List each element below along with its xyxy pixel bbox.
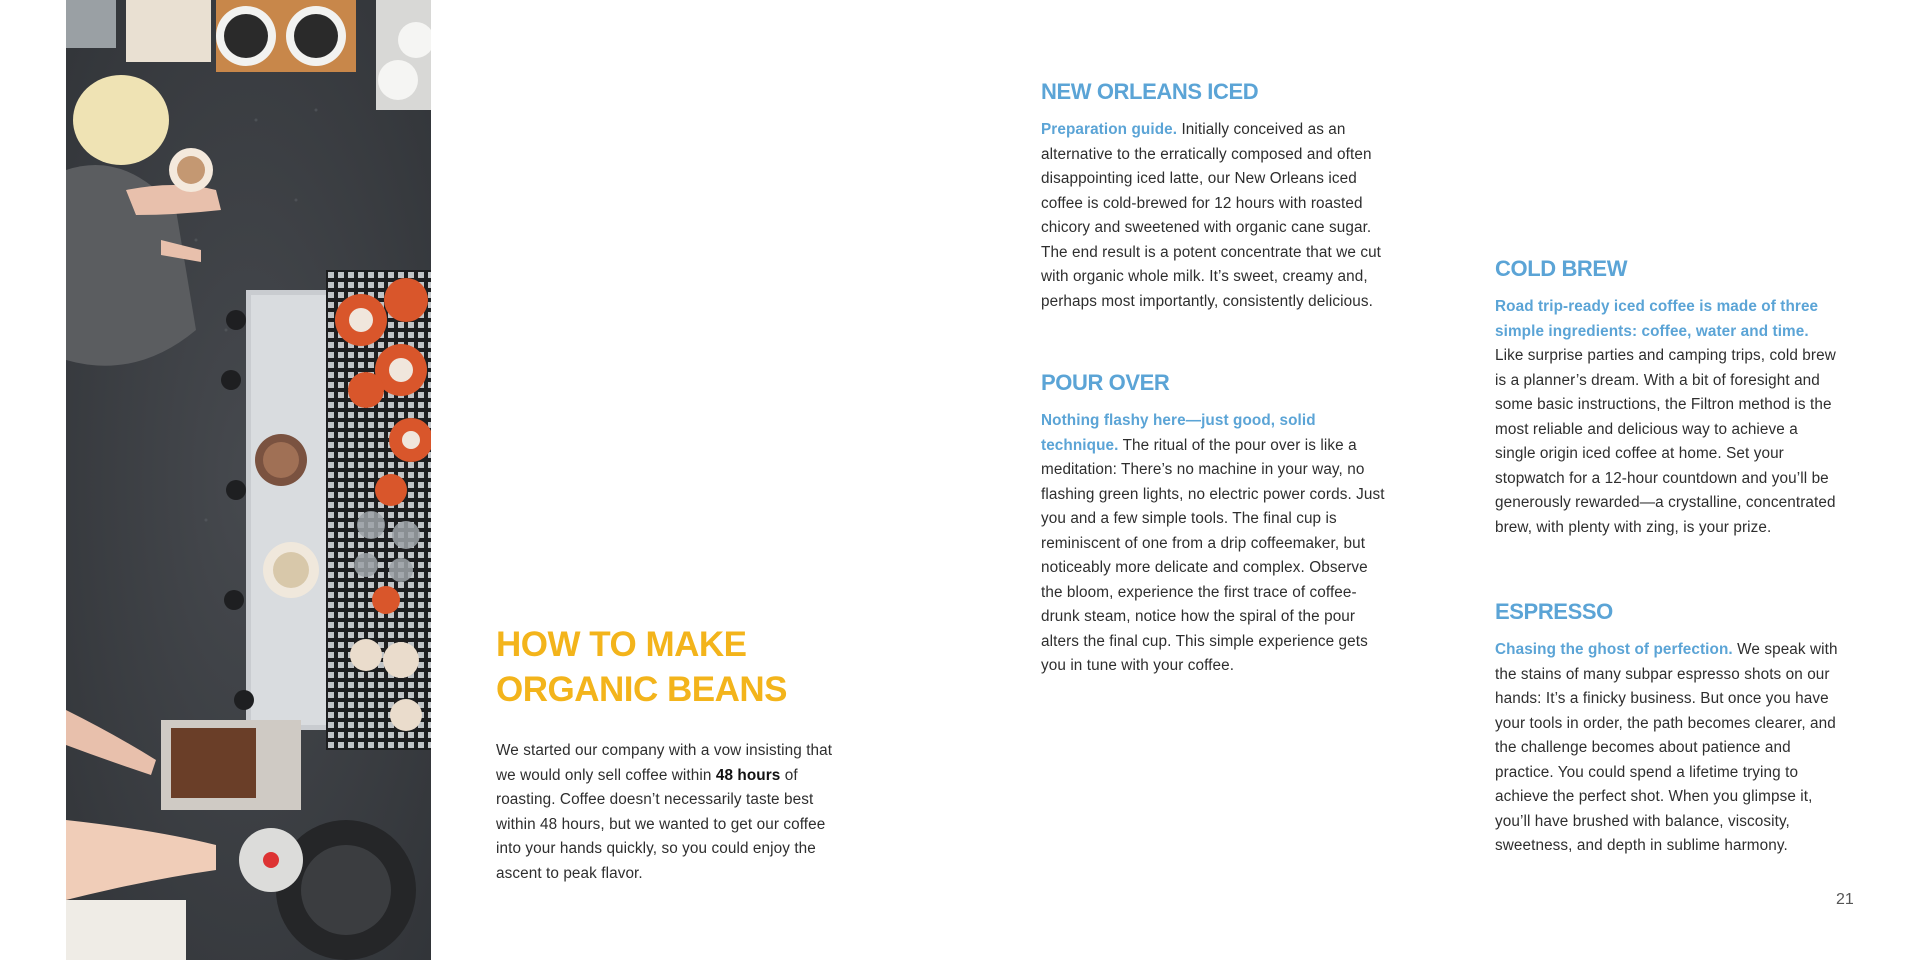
article-pour-over (1041, 369, 1391, 679)
article-body (1495, 295, 1840, 540)
article-espresso (1495, 598, 1840, 859)
article-new-orleans-iced (1041, 78, 1391, 314)
article-title: POUR OVER (1041, 370, 1170, 395)
article-body (1495, 638, 1840, 859)
article-text: Initially conceived as an alternative to the erratically composed and often disappointing iced latte, our New Orleans iced coffee is cold-brewed for 12 hours with roasted chicory and sweetened with organic cane sugar. The end result is a potent concentrate that we cut with organic whole milk. It’s sweet, creamy and, perhaps most importantly, consistently delicious. (1041, 121, 1382, 310)
article-lead: Nothing flashy here—just good, solid technique. (1041, 412, 1316, 454)
coffee-bar-photo (66, 0, 431, 960)
headline-line-2: ORGANIC BEANS (496, 670, 788, 709)
article-text: We speak with the stains of many subpar espresso shots on our hands: It’s a finicky business. But once you have your tools in order, the path becomes clearer, and the challenge becomes about patience and practice. You could spend a lifetime trying to achieve the perfect shot. When you glimpse it, you’ll have brushed with balance, viscosity, sweetness, and depth in sublime harmony. (1495, 641, 1838, 854)
intro-text-1: We started our company with a vow insisting that we would only sell coffee within (496, 742, 833, 784)
page-headline (496, 622, 856, 712)
article-title: COLD BREW (1495, 256, 1628, 281)
page-number: 21 (1836, 891, 1854, 908)
article-lead: Chasing the ghost of perfection. (1495, 641, 1733, 658)
article-body (1041, 118, 1391, 314)
article-title: NEW ORLEANS ICED (1041, 79, 1259, 104)
article-cold-brew (1495, 255, 1840, 540)
intro-text-2: of roasting. Coffee doesn’t necessarily taste best within 48 hours, but we wanted to get our coffee into your hands quickly, so you could enjoy the ascent to peak flavor. (496, 766, 826, 882)
headline-line-1: HOW TO MAKE (496, 625, 747, 664)
article-body (1041, 409, 1391, 679)
intro-emphasis: 48 hours (715, 766, 781, 784)
intro-paragraph (496, 739, 846, 886)
article-text: Like surprise parties and camping trips, cold brew is a planner’s dream. With a bit of foresight and some basic instructions, the Filtron method is the most reliable and delicious way to achieve a single origin iced coffee at home. Set your stopwatch for a 12-hour countdown and you’ll be generously rewarded—a crystalline, concentrated brew, with plenty with zing, is your prize. (1495, 347, 1836, 536)
article-title: ESPRESSO (1495, 599, 1613, 624)
article-text: The ritual of the pour over is like a meditation: There’s no machine in your way, no flashing green lights, no electric power cords. Just you and a few simple tools. The final cup is reminiscent of one from a drip coffeemaker, but noticeably more delicate and complex. Observe the bloom, experience the first trace of coffee-drunk steam, notice how the spiral of the pour alters the final cup. This simple experience gets you in tune with your coffee. (1041, 436, 1385, 674)
article-lead: Road trip-ready iced coffee is made of three simple ingredients: coffee, water and time. (1495, 298, 1819, 340)
article-lead: Preparation guide. (1041, 121, 1178, 138)
